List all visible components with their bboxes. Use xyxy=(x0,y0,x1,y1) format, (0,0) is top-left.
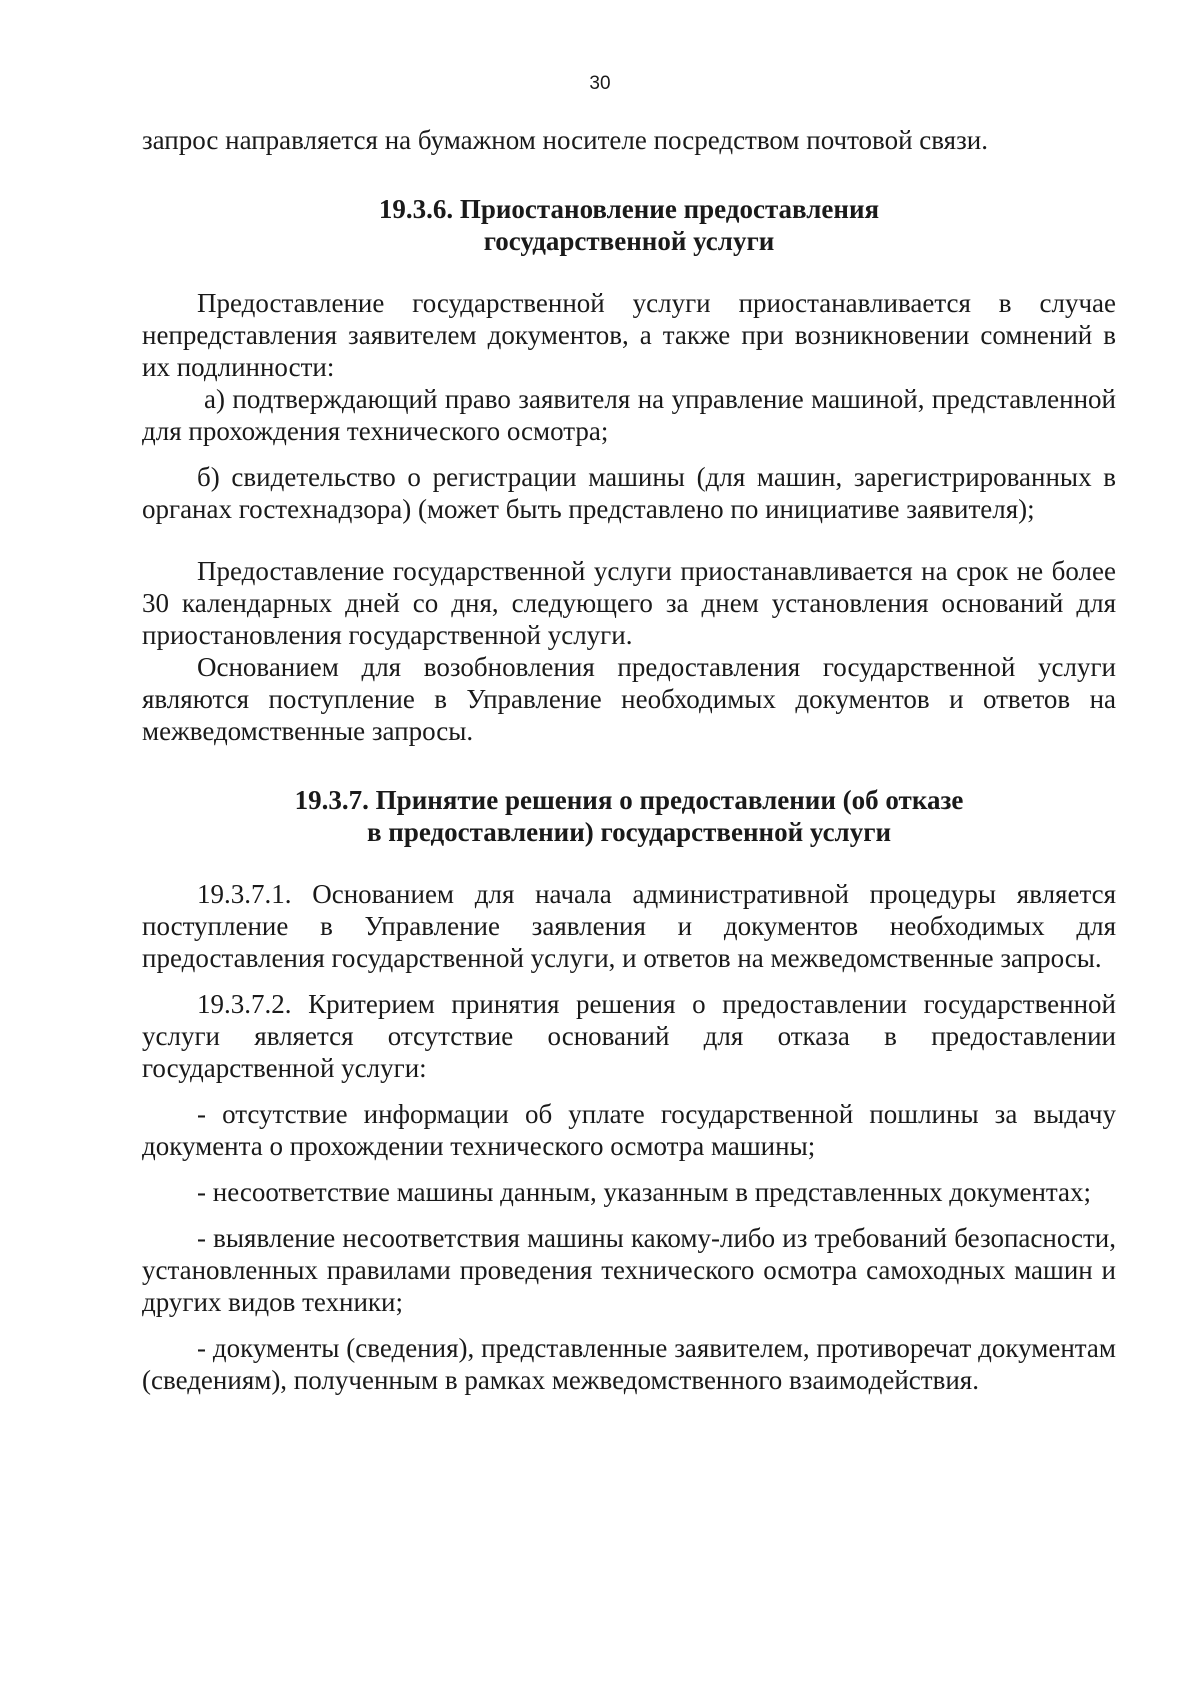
list-item: - отсутствие информации об уплате государственной пошлины за выдачу документа о прохождении технического осмотра машины; xyxy=(142,1099,1116,1161)
section-19-3-6 xyxy=(142,193,1116,747)
list-item: - несоответствие машины данным, указанным в представленных документах; xyxy=(197,1177,1092,1207)
list-item-b: б) свидетельство о регистрации машины (для машин, зарегистрированных в органах гостехнадзора) (может быть представлено по инициативе заявителя); xyxy=(142,462,1116,524)
section-19-3-7 xyxy=(142,784,1116,1396)
section-heading-line-2: государственной услуги xyxy=(483,226,775,256)
paragraph: 19.3.7.1. Основанием для начала административной процедуры является поступление в Управление заявления и документов необходимых для предоставления государственной услуги, и ответов на межведомственные запросы. xyxy=(142,879,1116,973)
section-heading-line-1: 19.3.6. Приостановление предоставления xyxy=(378,194,880,224)
page-number: 30 xyxy=(589,73,611,94)
list-item: - документы (сведения), представленные заявителем, противоречат документам (сведениям), полученным в рамках межведомственного взаимодействия. xyxy=(142,1333,1116,1395)
list-item-a: а) подтверждающий право заявителя на управление машиной, представленной для прохождения технического осмотра; xyxy=(142,384,1116,446)
paragraph: 19.3.7.2. Критерием принятия решения о предоставлении государственной услуги является отсутствие оснований для отказа в предоставлении государственной услуги: xyxy=(142,989,1116,1083)
paragraph: Основанием для возобновления предоставления государственной услуги являются поступление в Управление необходимых документов и ответов на межведомственные запросы. xyxy=(142,652,1116,746)
section-heading-line-1: 19.3.7. Принятие решения о предоставлении (об отказе xyxy=(294,785,964,815)
list-item: - выявление несоответствия машины какому-либо из требований безопасности, установленных правилами проведения технического осмотра самоходных машин и других видов техники; xyxy=(142,1223,1116,1317)
continued-paragraph: запрос направляется на бумажном носителе посредством почтовой связи. xyxy=(142,125,988,155)
section-heading-line-2: в предоставлении) государственной услуги xyxy=(366,817,892,847)
paragraph: Предоставление государственной услуги приостанавливается в случае непредставления заявителем документов, а также при возникновении сомнений в их подлинности: xyxy=(142,288,1116,382)
paragraph: Предоставление государственной услуги приостанавливается на срок не более 30 календарных дней со дня, следующего за днем установления оснований для приостановления государственной услуги. xyxy=(142,556,1116,650)
document-body xyxy=(142,124,1116,1396)
